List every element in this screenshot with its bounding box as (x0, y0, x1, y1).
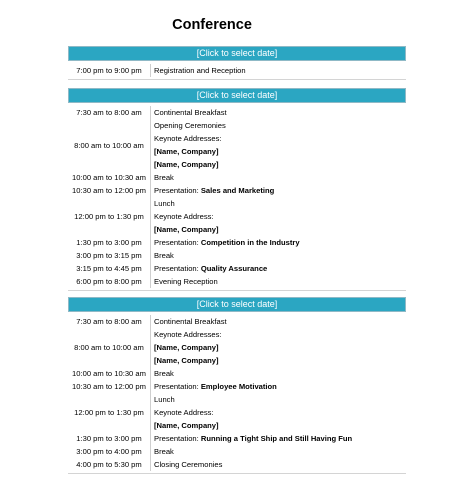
time-cell: 6:00 pm to 8:00 pm (76, 277, 142, 286)
time-cell: 10:00 am to 10:30 am (72, 369, 146, 378)
event-line: Presentation: Running a Tight Ship and Still Having Fun (154, 434, 353, 443)
time-cell: 3:15 pm to 4:45 pm (76, 264, 142, 273)
event-line: Closing Ceremonies (154, 460, 223, 469)
time-cell: 7:30 am to 8:00 am (76, 108, 142, 117)
time-cell: 3:00 pm to 4:00 pm (76, 447, 142, 456)
schedule-row (68, 458, 406, 471)
event-cell (151, 432, 352, 445)
schedule-row (68, 275, 406, 288)
schedule-row (68, 64, 406, 77)
schedule-section (68, 46, 406, 80)
time-cell: 12:00 pm to 1:30 pm (74, 212, 144, 221)
event-line: [Name, Company] (154, 356, 219, 365)
schedule-row (68, 367, 406, 380)
page-title: Conference (172, 17, 252, 33)
event-cell (151, 367, 174, 380)
event-line: Keynote Address: (154, 408, 214, 417)
schedule-row (68, 171, 406, 184)
schedule-row (68, 197, 406, 236)
event-line: Evening Reception (154, 277, 218, 286)
time-cell: 12:00 pm to 1:30 pm (74, 408, 144, 417)
time-cell: 8:00 am to 10:00 am (74, 140, 144, 150)
event-line: Registration and Reception (154, 66, 246, 75)
time-cell: 1:30 pm to 3:00 pm (76, 238, 142, 247)
event-cell (151, 184, 274, 197)
event-line: Lunch (154, 199, 175, 208)
schedule-row (68, 184, 406, 197)
schedule-row (68, 262, 406, 275)
event-line: Keynote Addresses: (154, 134, 222, 143)
event-cell (151, 458, 222, 471)
time-cell: 10:30 am to 12:00 pm (72, 382, 146, 391)
event-cell (151, 197, 219, 236)
event-line: Break (154, 369, 174, 378)
schedule-row (68, 236, 406, 249)
event-cell (151, 262, 267, 275)
select-date-field[interactable]: [Click to select date] (68, 297, 406, 312)
schedule-row (68, 393, 406, 432)
event-line: Break (154, 251, 174, 260)
event-line: Presentation: Sales and Marketing (154, 186, 275, 195)
event-line: Break (154, 173, 174, 182)
time-cell: 4:00 pm to 5:30 pm (76, 460, 142, 469)
event-cell (151, 119, 226, 171)
schedule-section (68, 88, 406, 291)
time-cell: 10:00 am to 10:30 am (72, 173, 146, 182)
event-cell (151, 171, 174, 184)
event-line: Presentation: Competition in the Industry (154, 238, 300, 247)
event-line: Presentation: Quality Assurance (154, 264, 268, 273)
event-line: Continental Breakfast (154, 317, 227, 326)
event-cell (151, 445, 174, 458)
time-cell: 8:00 am to 10:00 am (74, 343, 144, 352)
schedule-row (68, 106, 406, 119)
event-cell (151, 249, 174, 262)
event-line: Lunch (154, 395, 175, 404)
time-cell: 7:00 pm to 9:00 pm (76, 66, 142, 75)
event-cell (151, 393, 219, 432)
schedule-row (68, 380, 406, 393)
event-line: Presentation: Employee Motivation (154, 382, 277, 391)
event-cell (151, 275, 218, 288)
schedule-row (68, 432, 406, 445)
event-line: Continental Breakfast (154, 108, 227, 117)
schedule-row (68, 249, 406, 262)
event-line: [Name, Company] (154, 343, 219, 352)
select-date-field[interactable]: [Click to select date] (68, 88, 406, 103)
schedule-row (68, 328, 406, 367)
schedule-section (68, 297, 406, 474)
time-cell: 10:30 am to 12:00 pm (72, 186, 146, 195)
schedule-row (68, 119, 406, 171)
event-cell (151, 236, 300, 249)
time-cell: 1:30 pm to 3:00 pm (76, 434, 142, 443)
event-line: [Name, Company] (154, 421, 219, 430)
event-cell (151, 106, 227, 119)
event-line: Break (154, 447, 174, 456)
event-line: Keynote Addresses: (154, 330, 222, 339)
schedule-row (68, 445, 406, 458)
event-cell (151, 328, 222, 367)
event-line: [Name, Company] (154, 225, 219, 234)
event-cell (151, 380, 277, 393)
event-line: Opening Ceremonies (154, 121, 226, 130)
time-cell: 7:30 am to 8:00 am (76, 317, 142, 326)
event-cell (151, 315, 227, 328)
event-cell (151, 64, 246, 77)
select-date-field[interactable]: [Click to select date] (68, 46, 406, 61)
event-line: [Name, Company] (154, 160, 219, 169)
event-line: Keynote Address: (154, 212, 214, 221)
time-cell: 3:00 pm to 3:15 pm (76, 251, 142, 260)
schedule-row (68, 315, 406, 328)
event-line: [Name, Company] (154, 147, 219, 156)
